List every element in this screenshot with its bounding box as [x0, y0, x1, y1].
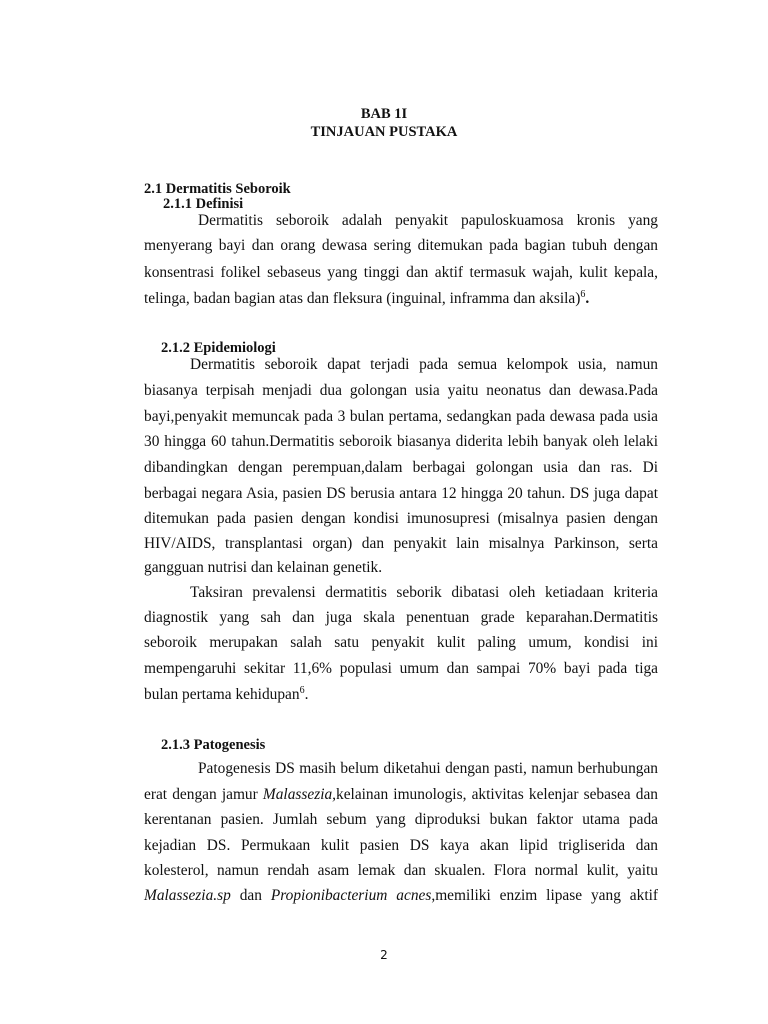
paragraph-line: kolesterol, namun rendah asam lemak dan skualen. Flora normal kulit, yaitu: [144, 862, 658, 879]
paragraph-line: kejadian DS. Permukaan kulit pasien DS kaya akan lipid trigliserida dan: [144, 837, 658, 854]
italic-term: Malassezia.sp: [144, 887, 231, 904]
page-number: 2: [380, 948, 388, 962]
paragraph-line: HIV/AIDS, transplantasi organ) dan penyakit lain misalnya Parkinson, serta: [144, 535, 658, 552]
paragraph-line: menyerang bayi dan orang dewasa sering ditemukan pada bagian tubuh dengan: [144, 237, 658, 254]
subsection-heading-epidemiologi: 2.1.2 Epidemiologi: [161, 340, 276, 356]
paragraph-line: erat dengan jamur Malassezia,kelainan imunologis, aktivitas kelenjar sebasea dan: [144, 786, 658, 803]
paragraph-line: Malassezia.sp dan Propionibacterium acnes,memiliki enzim lipase yang aktif: [144, 887, 659, 904]
paragraph-line-last: telinga, badan bagian atas dan fleksura (inguinal, inframma dan aksila)$^6$.: [144, 288, 590, 307]
chapter-title: TINJAUAN PUSTAKA: [310, 124, 458, 140]
subsection-heading-patogenesis: 2.1.3 Patogenesis: [161, 737, 266, 753]
subsection-heading-definisi: 2.1.1 Definisi: [163, 196, 244, 212]
paragraph-line: ditemukan pada pasien dengan kondisi imunosupresi (misalnya pasien dengan: [144, 510, 658, 527]
paragraph-line: konsentrasi folikel sebaseus yang tinggi dan aktif termasuk wajah, kulit kepala,: [144, 264, 658, 281]
italic-term: Malassezia,: [262, 786, 337, 803]
paragraph-line: bayi,penyakit memuncak pada 3 bulan pertama, sedangkan pada dewasa pada usia: [144, 408, 658, 425]
paragraph-line: mempengaruhi sekitar 11,6% populasi umum dan sampai 70% bayi pada tiga: [144, 660, 658, 677]
paragraph-line: berbagai negara Asia, pasien DS berusia antara 12 hingga 20 tahun. DS juga dapat: [144, 485, 658, 502]
paragraph-line: biasanya terpisah menjadi dua golongan usia yaitu neonatus dan dewasa.Pada: [144, 382, 658, 399]
citation-ref: 6: [299, 684, 305, 696]
paragraph-line: Patogenesis DS masih belum diketahui dengan pasti, namun berhubungan: [198, 760, 658, 777]
paragraph-line: Taksiran prevalensi dermatitis seborik dibatasi oleh ketiadaan kriteria: [190, 584, 658, 601]
paragraph-line: 30 hingga 60 tahun.Dermatitis seboroik biasanya diderita lebih banyak oleh lelaki: [144, 433, 658, 450]
italic-term: Propionibacterium acnes: [270, 887, 432, 904]
citation-ref: 6: [580, 288, 586, 300]
paragraph-line: Dermatitis seboroik adalah penyakit papuloskuamosa kronis yang: [198, 212, 658, 229]
paragraph-line: Dermatitis seboroik dapat terjadi pada semua kelompok usia, namun: [190, 356, 658, 373]
chapter-label: BAB 1I: [360, 106, 408, 122]
paragraph-line-last: bulan pertama kehidupan$^6$.: [144, 684, 309, 703]
paragraph-line: diagnostik yang sah dan juga skala penentuan grade keparahan.Dermatitis: [144, 609, 658, 626]
paragraph-line: seboroik merupakan salah satu penyakit kulit paling umum, kondisi ini: [144, 634, 658, 651]
paragraph-line: kerentanan pasien. Jumlah sebum yang diproduksi bukan faktor utama pada: [144, 811, 658, 828]
paragraph-line: dibandingkan dengan perempuan,dalam berbagai golongan usia dan ras. Di: [144, 459, 658, 476]
section-heading: 2.1 Dermatitis Seboroik: [144, 181, 291, 197]
paragraph-line-last: gangguan nutrisi dan kelainan genetik.: [144, 559, 383, 576]
